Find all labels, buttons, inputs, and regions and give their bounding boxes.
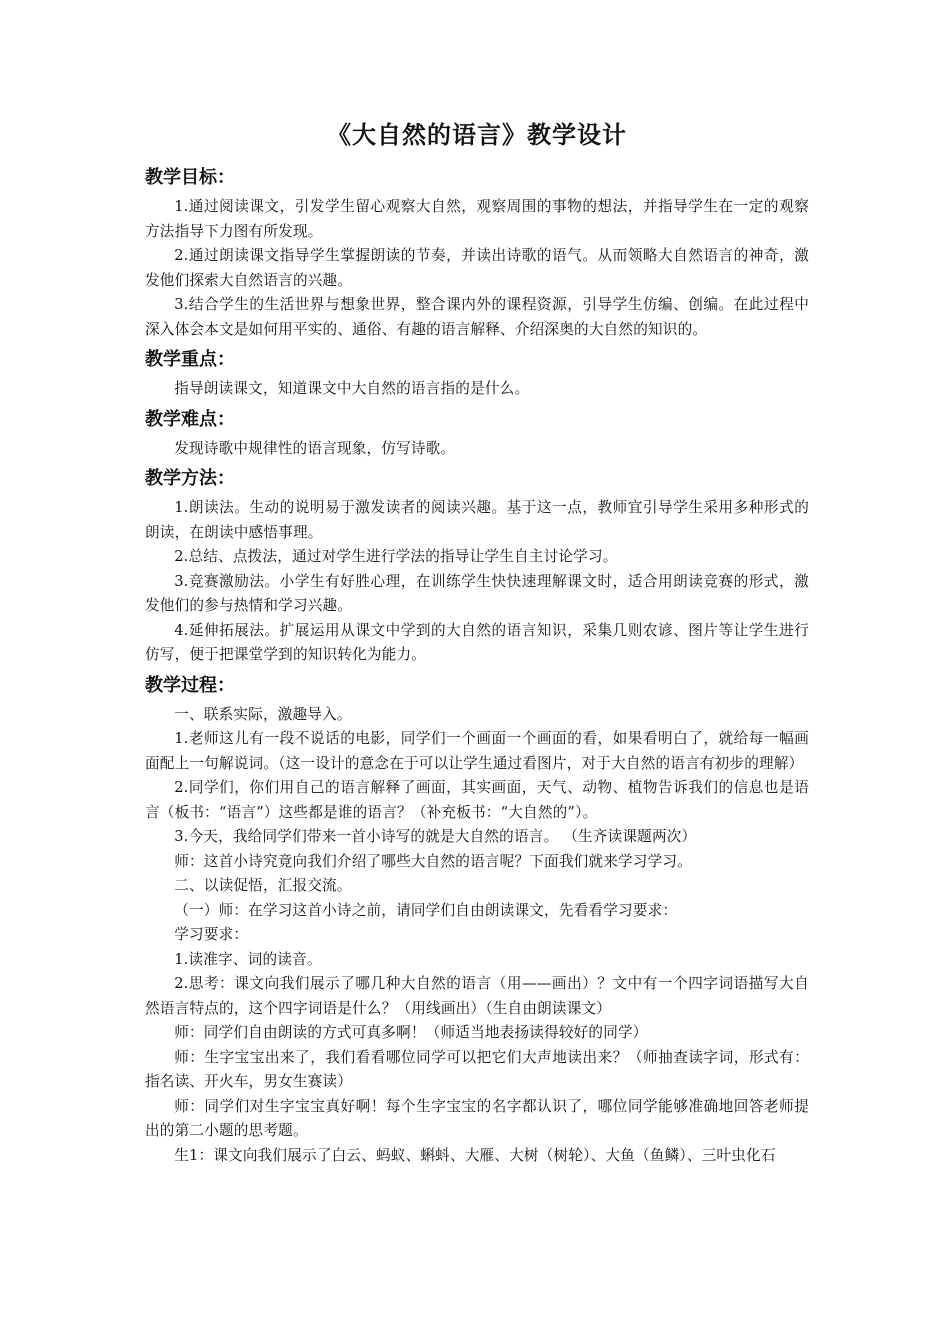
section-heading: 教学重点：	[145, 349, 235, 370]
body-paragraph: 发现诗歌中规律性的语言现象，仿写诗歌。	[174, 439, 456, 457]
body-paragraph: 学习要求：	[174, 926, 249, 943]
section-heading: 教学目标：	[145, 167, 235, 188]
body-paragraph: 1.老师这儿有一段不说话的电影，同学们一个画面一个画面的看，如果看明白了，就给每一幅画面配上一句解说词。（这一设计的意念在于可以让学生通过看图片，对于大自然的语言有初步的理解）	[145, 730, 809, 772]
section-heading: 教学方法：	[145, 468, 235, 489]
body-paragraph: 2.通过朗读课文指导学生掌握朗读的节奏，并读出诗歌的语气。从而领略大自然语言的神奇，激发他们探索大自然语言的兴趣。	[145, 247, 809, 289]
body-paragraph: 师：这首小诗究竟向我们介绍了哪些大自然的语言呢？下面我们就来学习学习。	[174, 852, 692, 870]
body-paragraph: 一、联系实际，激趣导入。	[174, 705, 352, 723]
section-heading: 教学难点：	[145, 408, 235, 430]
body-paragraph: 生1：课文向我们展示了白云、蚂蚁、蝌蚪、大雁、大树（树轮）、大鱼（鱼鳞）、三叶虫化石	[174, 1146, 776, 1164]
body-paragraph: 2.思考：课文向我们展示了哪几种大自然的语言（用——画出）？文中有一个四字词语描写大自然语言特点的，这个四字词语是什么？（用线画出）（生自由朗读课文）	[145, 975, 809, 1017]
body-paragraph: 3.今天，我给同学们带来一首小诗写的就是大自然的语言。 （生齐读课题两次）	[174, 828, 697, 845]
document-title: 《大自然的语言》教学设计	[327, 121, 627, 149]
body-paragraph: 4.延伸拓展法。扩展运用从课文中学到的大自然的语言知识，采集几则农谚、图片等让学生进行仿写，便于把课堂学到的知识转化为能力。	[145, 621, 809, 663]
body-paragraph: （一）师：在学习这首小诗之前，请同学们自由朗读课文，先看看学习要求：	[174, 901, 678, 919]
body-paragraph: 2.总结、点拨法，通过对学生进行学法的指导让学生自主讨论学习。	[174, 548, 618, 565]
document-body	[145, 162, 809, 1168]
body-paragraph: 指导朗读课文，知道课文中大自然的语言指的是什么。	[174, 380, 530, 397]
body-paragraph: 师：同学们自由朗读的方式可真多啊！（师适当地表扬读得较好的同学）	[174, 1024, 648, 1041]
body-paragraph: 3.结合学生的生活世界与想象世界，整合课内外的课程资源，引导学生仿编、创编。在此过程中深入体会本文是如何用平实的、通俗、有趣的语言解释、介绍深奥的大自然的知识的。	[145, 296, 809, 338]
body-paragraph: 1.朗读法。生动的说明易于激发读者的阅读兴趣。基于这一点，教师宜引导学生采用多种形式的朗读，在朗读中感悟事理。	[145, 499, 809, 541]
body-paragraph: 二、以读促悟，汇报交流。	[174, 877, 352, 894]
body-paragraph: 师：同学们对生字宝宝真好啊！每个生字宝宝的名字都认识了，哪位同学能够准确地回答老师提出的第二小题的思考题。	[145, 1097, 809, 1139]
body-paragraph: 1.通过阅读课文，引发学生留心观察大自然，观察周围的事物的想法，并指导学生在一定的观察方法指导下力图有所发现。	[145, 198, 809, 240]
document-page	[145, 118, 809, 1168]
body-paragraph: 师：生字宝宝出来了，我们看看哪位同学可以把它们大声地读出来？（师抽查读字词，形式有：指名读、开火车，男女生赛读）	[145, 1048, 809, 1090]
body-paragraph: 1.读准字、词的读音。	[174, 950, 322, 968]
section-heading: 教学过程：	[145, 674, 235, 696]
body-paragraph: 2.同学们，你们用自己的语言解释了画面，其实画面，天气、动物、植物告诉我们的信息也是语言（板书：“语言”）这些都是谁的语言？（补充板书：“大自然的”）。	[145, 779, 809, 821]
body-paragraph: 3.竞赛激励法。小学生有好胜心理，在训练学生快快速理解课文时，适合用朗读竞赛的形式，激发他们的参与热情和学习兴趣。	[145, 572, 809, 614]
